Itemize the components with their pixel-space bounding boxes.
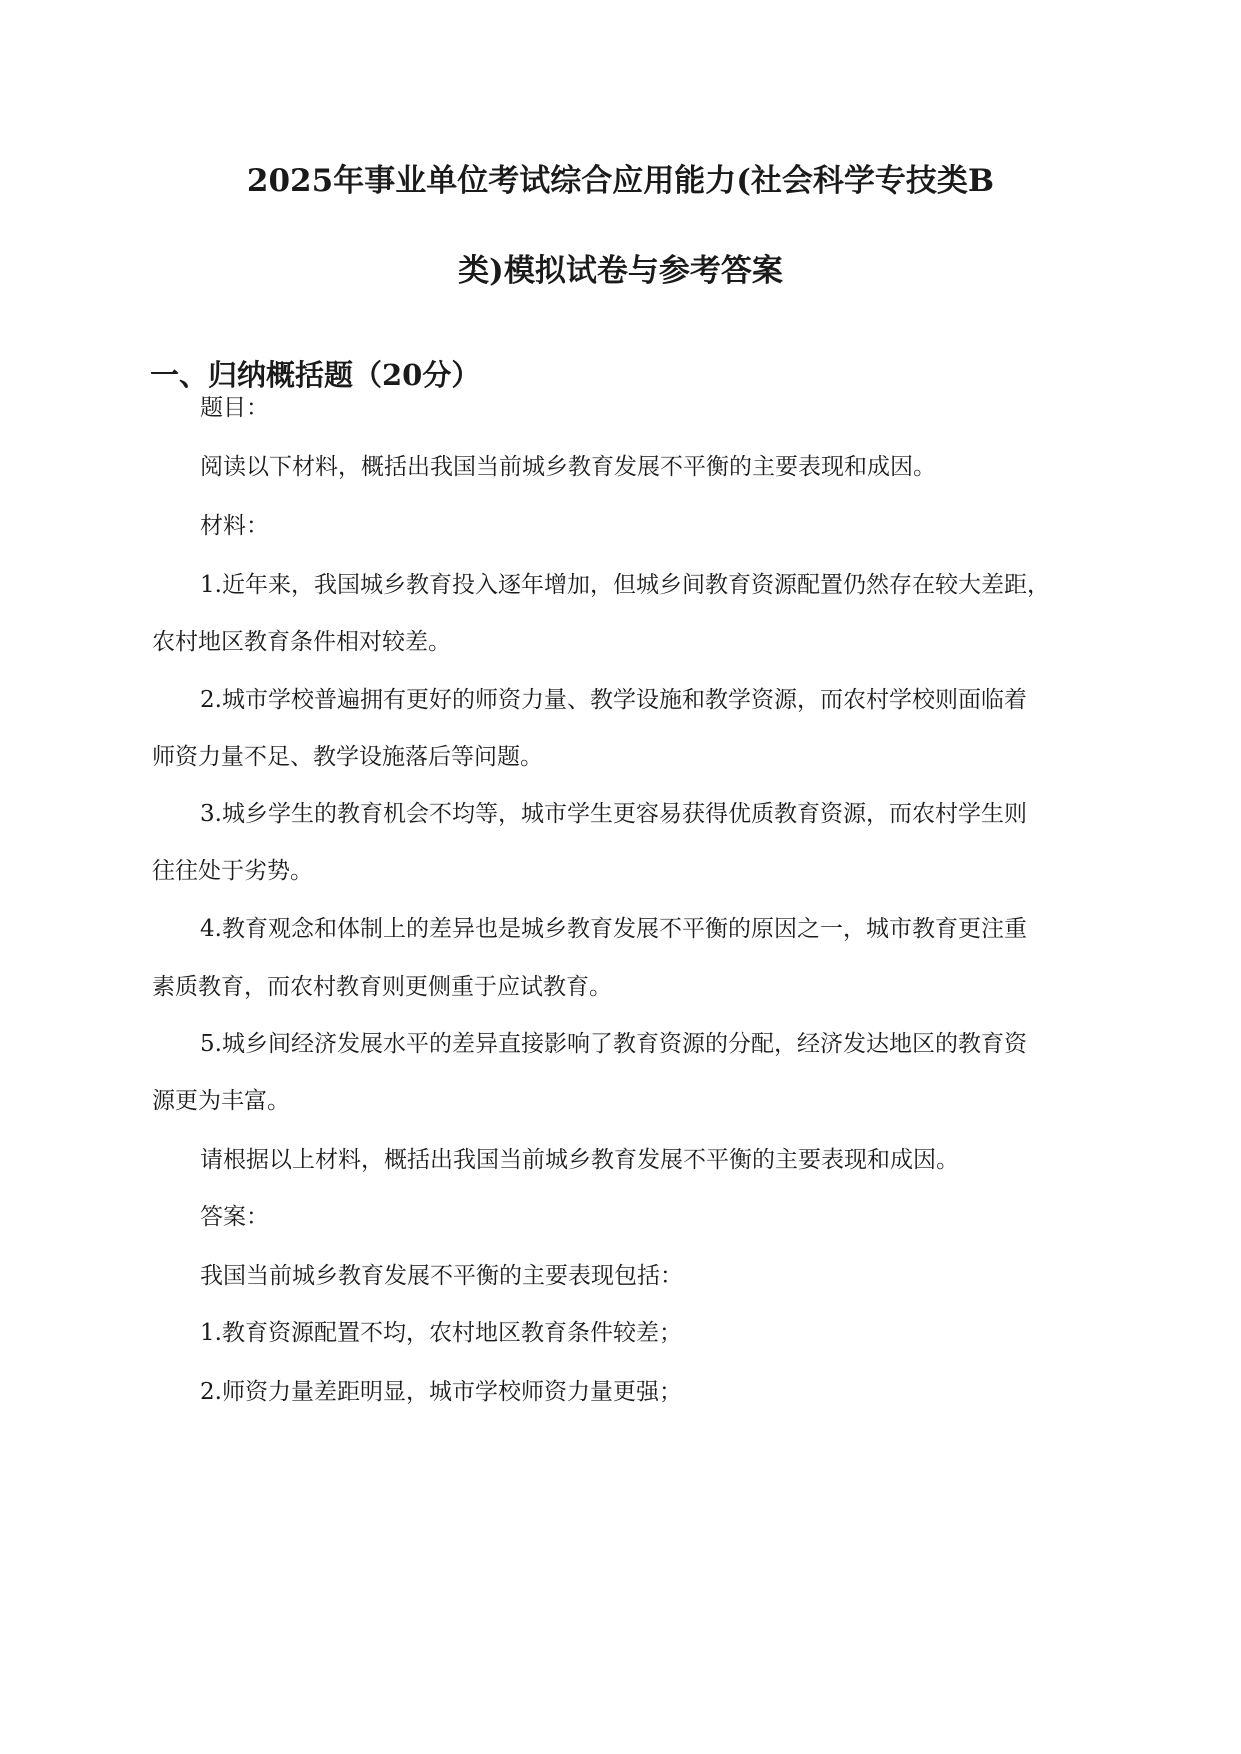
answer-item-1: 1.教育资源配置不均，农村地区教育条件较差； — [200, 1320, 682, 1346]
document-title-line-1: 2025年事业单位考试综合应用能力(社会科学专技类B — [246, 163, 995, 199]
document-title-line-2: 类)模拟试卷与参考答案 — [458, 253, 783, 289]
question-label: 题目： — [200, 395, 269, 421]
material-item-5-line-2: 源更为丰富。 — [152, 1088, 290, 1114]
material-item-4-line-1: 4.教育观念和体制上的差异也是城乡教育发展不平衡的原因之一，城市教育更注重 — [200, 916, 1027, 942]
material-item-1-line-2: 农村地区教育条件相对较差。 — [152, 629, 451, 655]
question-prompt: 阅读以下材料，概括出我国当前城乡教育发展不平衡的主要表现和成因。 — [200, 454, 936, 480]
material-item-2-line-1: 2.城市学校普遍拥有更好的师资力量、教学设施和教学资源，而农村学校则面临着 — [200, 687, 1027, 713]
answer-label: 答案： — [200, 1204, 269, 1230]
answer-item-2: 2.师资力量差距明显，城市学校师资力量更强； — [200, 1379, 682, 1405]
instruction-text: 请根据以上材料，概括出我国当前城乡教育发展不平衡的主要表现和成因。 — [200, 1147, 959, 1173]
answer-intro: 我国当前城乡教育发展不平衡的主要表现包括： — [200, 1263, 683, 1289]
material-item-1-line-1: 1.近年来，我国城乡教育投入逐年增加，但城乡间教育资源配置仍然存在较大差距， — [200, 572, 1050, 598]
material-item-3-line-2: 往往处于劣势。 — [152, 858, 313, 884]
material-item-2-line-2: 师资力量不足、教学设施落后等问题。 — [152, 744, 543, 770]
material-label: 材料： — [200, 513, 269, 539]
material-item-4-line-2: 素质教育，而农村教育则更侧重于应试教育。 — [152, 974, 612, 1000]
material-item-3-line-1: 3.城乡学生的教育机会不均等，城市学生更容易获得优质教育资源，而农村学生则 — [200, 801, 1027, 827]
material-item-5-line-1: 5.城乡间经济发展水平的差异直接影响了教育资源的分配，经济发达地区的教育资 — [200, 1031, 1027, 1057]
section-heading-summary: 一、归纳概括题（20分） — [150, 358, 481, 392]
